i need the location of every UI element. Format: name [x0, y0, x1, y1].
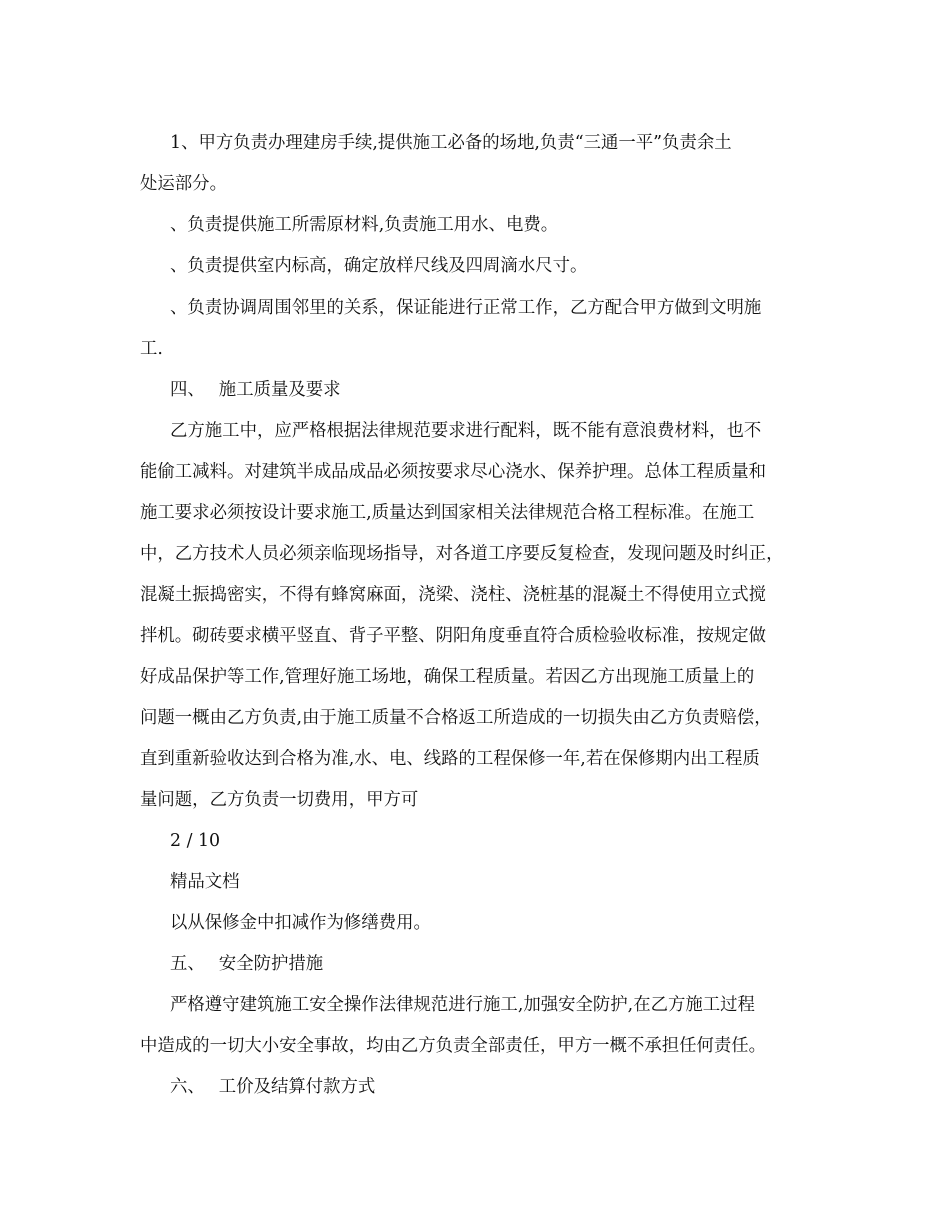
- quality-line-3: 施工要求必须按设计要求施工,质量达到国家相关法律规范合格工程标准。在施工: [140, 503, 755, 523]
- quality-line-6: 拌机。砌砖要求横平竖直、背子平整、阴阳角度垂直符合质检验收标准，按规定做: [140, 626, 767, 646]
- paragraph-1-line-1: 1、甲方负责办理建房手续,提供施工必备的场地,负责“三通一平”负责余土: [170, 133, 732, 153]
- section-heading-5: [170, 952, 323, 976]
- paragraph-4-line-2: 工.: [140, 339, 163, 359]
- section-number: 五、: [170, 954, 205, 974]
- paragraph-3: 、负责提供室内标高，确定放样尺线及四周滴水尺寸。: [170, 256, 588, 276]
- section-title: 工价及结算付款方式: [218, 1077, 376, 1097]
- quality-line-4: 中，乙方技术人员必须亲临现场指导，对各道工序要反复检查，发现问题及时纠正，: [140, 544, 784, 564]
- section-heading-4: [170, 378, 341, 402]
- quality-line-10: 量问题，乙方负责一切费用，甲方可: [140, 790, 419, 810]
- paragraph-1-line-2: 处运部分。: [140, 174, 227, 194]
- safety-line-1: 严格遵守建筑施工安全操作法律规范进行施工,加强安全防护,在乙方施工过程: [170, 995, 755, 1015]
- quality-line-2: 能偷工减料。对建筑半成品成品必须按要求尽心浇水、保养护理。总体工程质量和: [140, 462, 767, 482]
- quality-line-9: 直到重新验收达到合格为准,水、电、线路的工程保修一年,若在保修期内出工程质: [140, 749, 760, 769]
- page-number: 2 / 10: [170, 831, 221, 851]
- safety-line-2: 中造成的一切大小安全事故，均由乙方负责全部责任，甲方一概不承担任何责任。: [140, 1036, 767, 1056]
- section-number: 四、: [170, 380, 205, 400]
- paragraph-continuation: 以从保修金中扣减作为修缮费用。: [170, 913, 431, 933]
- quality-line-8: 问题一概由乙方负责,由于施工质量不合格返工所造成的一切损失由乙方负责赔偿，: [140, 708, 772, 728]
- section-title: 施工质量及要求: [218, 380, 341, 400]
- header-label: 精品文档: [170, 872, 240, 892]
- section-number: 六、: [170, 1077, 205, 1097]
- quality-line-7: 好成品保护等工作,管理好施工场地，确保工程质量。若因乙方出现施工质量上的: [140, 667, 755, 687]
- paragraph-4-line-1: 、负责协调周围邻里的关系，保证能进行正常工作，乙方配合甲方做到文明施: [170, 298, 762, 318]
- quality-line-1: 乙方施工中，应严格根据法律规范要求进行配料，既不能有意浪费材料，也不: [170, 421, 762, 441]
- paragraph-2: 、负责提供施工所需原材料,负责施工用水、电费。: [170, 215, 559, 235]
- section-heading-6: [170, 1075, 375, 1099]
- section-title: 安全防护措施: [218, 954, 324, 974]
- quality-line-5: 混凝土振捣密实，不得有蜂窝麻面，浇梁、浇柱、浇桩基的混凝土不得使用立式搅: [140, 585, 767, 605]
